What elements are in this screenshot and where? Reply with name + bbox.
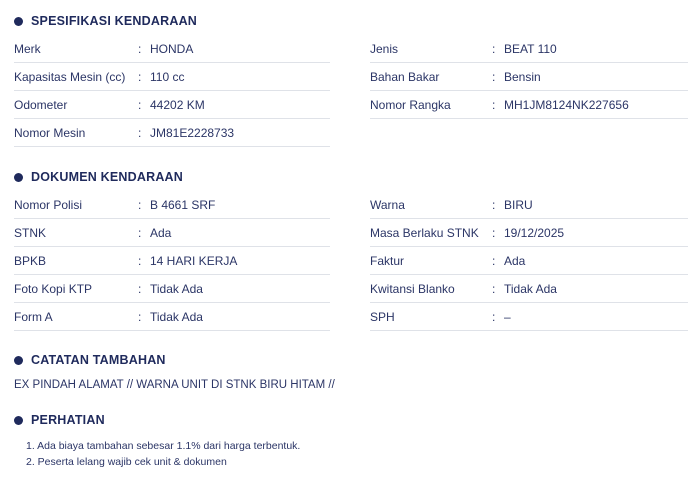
field-label: Kapasitas Mesin (cc) (14, 69, 126, 84)
field-value: Ada (150, 225, 172, 240)
doc-row-stnk (14, 219, 330, 247)
doc-row-sph (370, 303, 688, 331)
section-spesifikasi-heading (14, 14, 197, 28)
field-separator: : (138, 253, 142, 268)
field-value: 44202 KM (150, 97, 205, 112)
field-separator: : (138, 309, 142, 324)
spec-row-merk (14, 35, 330, 63)
field-value: BEAT 110 (504, 41, 557, 56)
field-separator: : (492, 41, 496, 56)
field-separator: : (492, 281, 496, 296)
field-separator: : (138, 41, 142, 56)
field-label: Masa Berlaku STNK (370, 225, 479, 240)
field-label: Nomor Mesin (14, 125, 86, 140)
field-value: MH1JM8124NK227656 (504, 97, 629, 112)
section-title: PERHATIAN (31, 413, 105, 427)
field-label: Nomor Rangka (370, 97, 451, 112)
spec-row-nomor-mesin (14, 119, 330, 147)
list-item: 1. Ada biaya tambahan sebesar 1.1% dari harga terbentuk. (26, 440, 301, 452)
catatan-text: EX PINDAH ALAMAT // WARNA UNIT DI STNK BIRU HITAM // (14, 379, 335, 391)
bullet-dot-icon (14, 173, 23, 182)
field-separator: : (492, 225, 496, 240)
field-separator: : (138, 69, 142, 84)
section-dokumen-heading (14, 170, 183, 184)
field-value: B 4661 SRF (150, 197, 216, 212)
section-catatan-heading (14, 353, 166, 367)
field-label: BPKB (14, 253, 47, 268)
doc-row-kwitansi-blanko (370, 275, 688, 303)
field-separator: : (492, 69, 496, 84)
field-label: STNK (14, 225, 47, 240)
field-value: 19/12/2025 (504, 225, 565, 240)
field-value: 14 HARI KERJA (150, 253, 238, 268)
field-value: Tidak Ada (150, 309, 203, 324)
field-value: HONDA (150, 41, 194, 56)
field-label: Merk (14, 41, 41, 56)
doc-row-warna (370, 191, 688, 219)
spec-row-nomor-rangka (370, 91, 688, 119)
perhatian-list (26, 438, 300, 470)
field-separator: : (138, 97, 142, 112)
spec-row-odometer (14, 91, 330, 119)
field-value: – (504, 309, 511, 324)
bullet-dot-icon (14, 356, 23, 365)
list-item: 2. Peserta lelang wajib cek unit & dokumen (26, 456, 227, 468)
field-label: Warna (370, 197, 405, 212)
field-separator: : (492, 97, 496, 112)
field-label: Nomor Polisi (14, 197, 83, 212)
field-label: Faktur (370, 253, 405, 268)
section-title: SPESIFIKASI KENDARAAN (31, 14, 198, 28)
bullet-dot-icon (14, 416, 23, 425)
doc-row-bpkb (14, 247, 330, 275)
doc-row-masa-berlaku-stnk (370, 219, 688, 247)
bullet-dot-icon (14, 17, 23, 26)
spec-row-bahan-bakar (370, 63, 688, 91)
field-value: Ada (504, 253, 526, 268)
spec-row-jenis (370, 35, 688, 63)
field-separator: : (492, 253, 496, 268)
section-title: DOKUMEN KENDARAAN (31, 170, 184, 184)
field-separator: : (138, 197, 142, 212)
field-separator: : (492, 309, 496, 324)
field-separator: : (138, 125, 142, 140)
field-value: 110 cc (150, 69, 185, 84)
field-value: BIRU (504, 197, 533, 212)
spec-row-kapasitas (14, 63, 330, 91)
doc-row-form-a (14, 303, 330, 331)
section-title: CATATAN TAMBAHAN (31, 353, 166, 367)
field-label: Foto Kopi KTP (14, 281, 93, 296)
field-label: Form A (14, 309, 53, 324)
field-label: Odometer (14, 97, 68, 112)
field-value: Bensin (504, 69, 541, 84)
doc-row-foto-kopi-ktp (14, 275, 330, 303)
field-separator: : (492, 197, 496, 212)
section-perhatian-heading (14, 413, 105, 427)
field-label: Kwitansi Blanko (370, 281, 455, 296)
field-value: Tidak Ada (504, 281, 557, 296)
field-label: Bahan Bakar (370, 69, 440, 84)
field-separator: : (138, 225, 142, 240)
doc-row-faktur (370, 247, 688, 275)
doc-row-nomor-polisi (14, 191, 330, 219)
field-value: Tidak Ada (150, 281, 203, 296)
field-separator: : (138, 281, 142, 296)
field-value: JM81E2228733 (150, 125, 235, 140)
field-label: SPH (370, 309, 395, 324)
field-label: Jenis (370, 41, 399, 56)
